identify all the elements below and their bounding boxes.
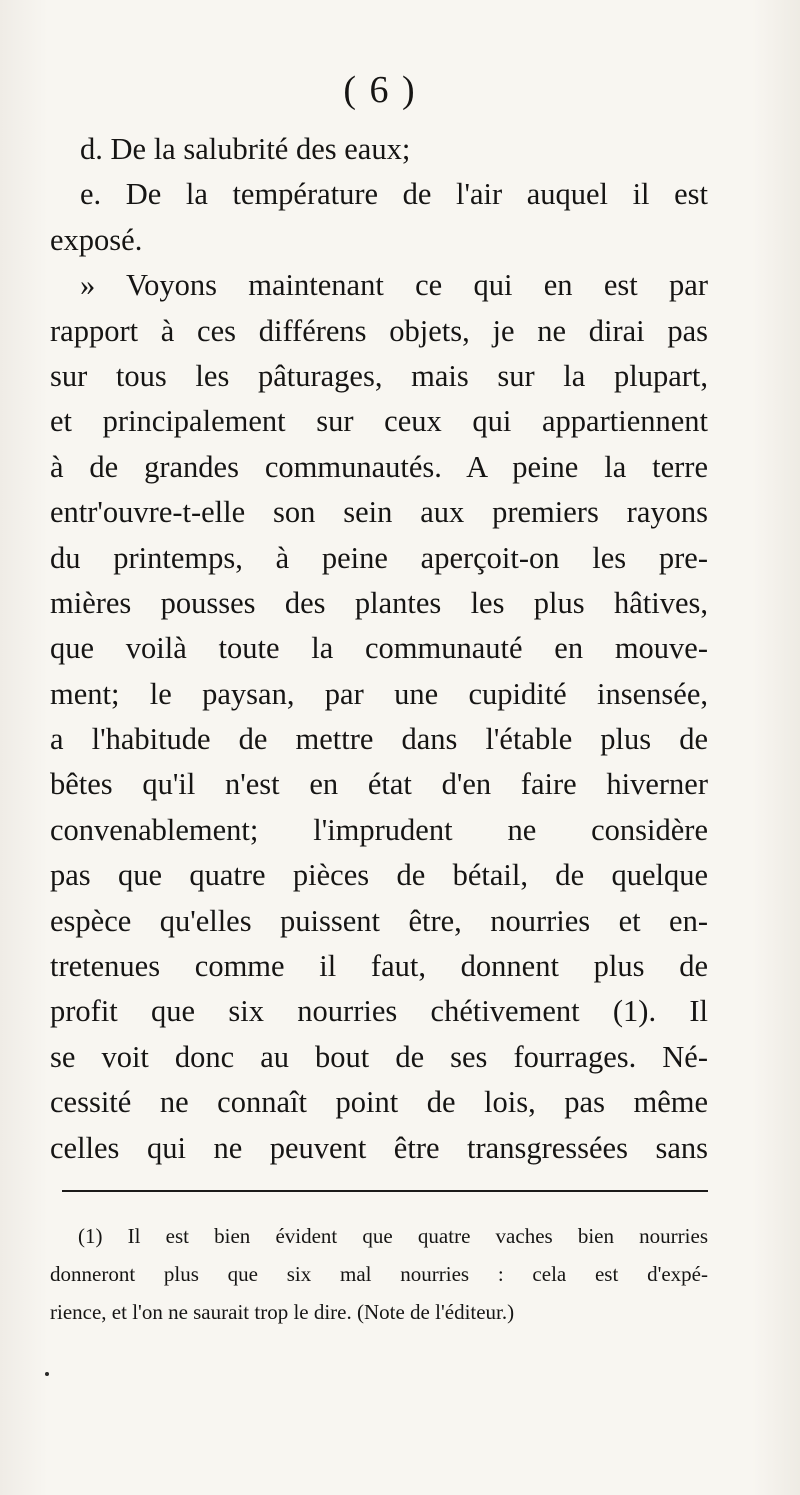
text-line: que voilà toute la communauté en mouve- bbox=[50, 631, 708, 666]
footnote-rule bbox=[62, 1190, 708, 1192]
text-line: du printemps, à peine aperçoit-on les pre- bbox=[50, 540, 708, 575]
footnote-line: (1) Il est bien évident que quatre vaches bien nourries bbox=[78, 1224, 708, 1248]
text-line: e. De la température de l'air auquel il est bbox=[80, 177, 708, 212]
text-line: et principalement sur ceux qui appartiennent bbox=[50, 404, 708, 439]
text-line: exposé. bbox=[50, 222, 143, 257]
text-line: entr'ouvre-t-elle son sein aux premiers rayons bbox=[50, 495, 708, 530]
footnote-line: donneront plus que six mal nourries : cela est d'expé- bbox=[50, 1262, 708, 1286]
footnote bbox=[50, 1217, 708, 1331]
text-line: mières pousses des plantes les plus hâtives, bbox=[50, 585, 708, 620]
text-line: tretenues comme il faut, donnent plus de bbox=[50, 949, 708, 984]
text-line: bêtes qu'il n'est en état d'en faire hiverner bbox=[50, 767, 708, 802]
text-line: d. De la salubrité des eaux; bbox=[80, 132, 411, 166]
text-line: celles qui ne peuvent être transgressées sans bbox=[50, 1130, 708, 1165]
text-line: convenablement; l'imprudent ne considère bbox=[50, 812, 708, 847]
page-number: ( 6 ) bbox=[343, 69, 417, 111]
ink-speck bbox=[45, 1372, 49, 1376]
text-line: espèce qu'elles puissent être, nourries et en- bbox=[50, 903, 708, 938]
text-line: à de grandes communautés. A peine la terre bbox=[50, 449, 708, 484]
text-line: se voit donc au bout de ses fourrages. Né- bbox=[50, 1039, 708, 1074]
text-line: rapport à ces différens objets, je ne dirai pas bbox=[50, 313, 708, 348]
footnote-line: rience, et l'on ne saurait trop le dire. (Note de l'éditeur.) bbox=[50, 1300, 515, 1324]
main-text bbox=[50, 127, 708, 1171]
text-line: a l'habitude de mettre dans l'étable plus de bbox=[50, 722, 708, 757]
text-line: ment; le paysan, par une cupidité insensée, bbox=[50, 676, 708, 711]
text-line: cessité ne connaît point de lois, pas même bbox=[50, 1085, 708, 1120]
text-line: profit que six nourries chétivement (1). Il bbox=[50, 994, 708, 1029]
text-line: » Voyons maintenant ce qui en est par bbox=[80, 268, 708, 303]
text-line: sur tous les pâturages, mais sur la plupart, bbox=[50, 358, 708, 393]
text-line: pas que quatre pièces de bétail, de quelque bbox=[50, 858, 708, 893]
